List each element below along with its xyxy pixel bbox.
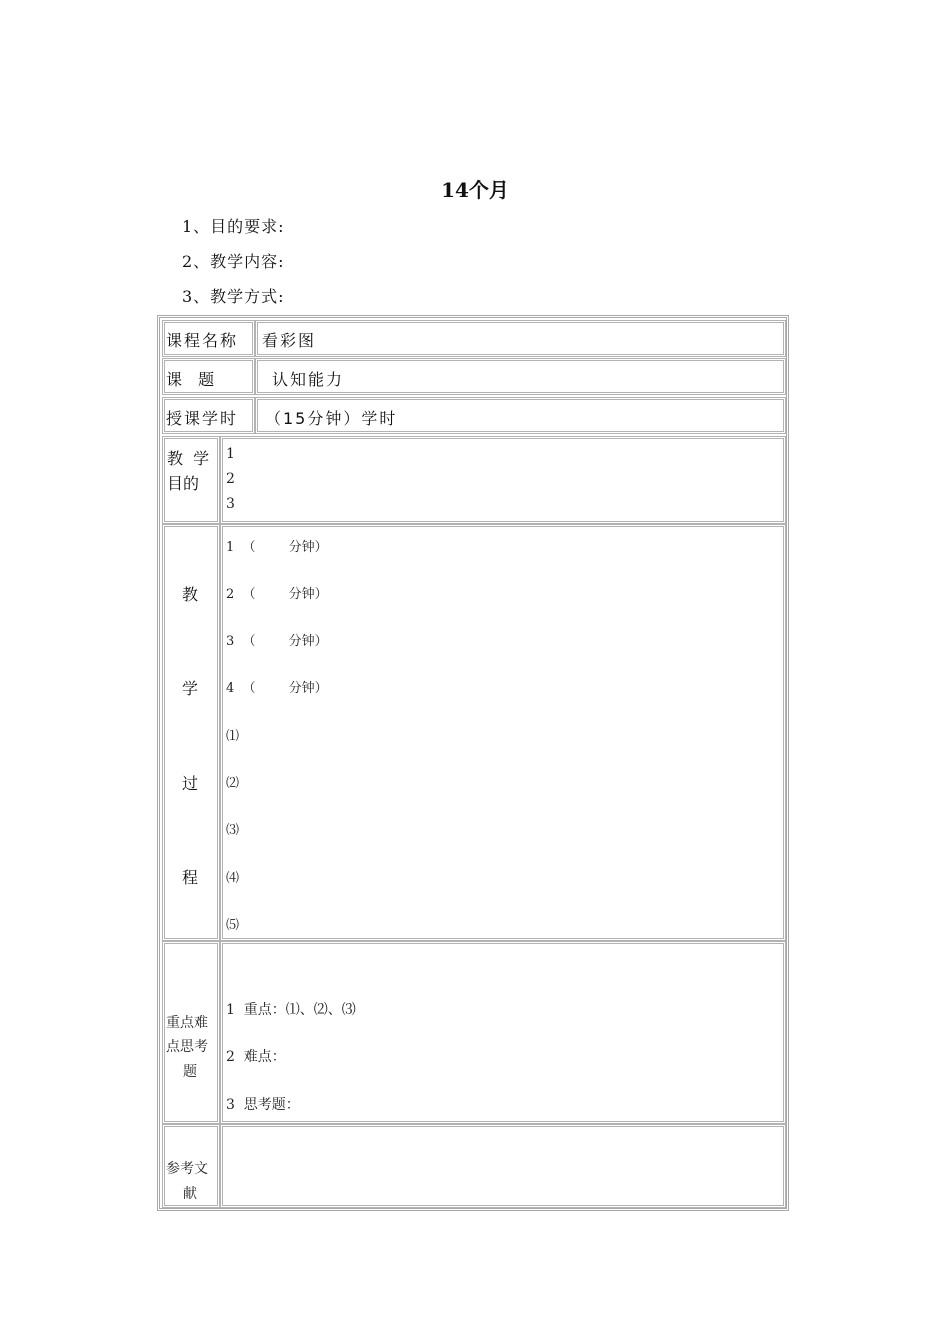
reference-label-line2: 献 [183, 1186, 197, 1202]
page-title: 14个月 [441, 178, 509, 202]
course-name-value-cell [255, 320, 786, 357]
key-item-2: 2 难点： [226, 1049, 286, 1065]
course-name-value: 看彩图 [262, 331, 317, 350]
section-teaching-method: 3、教学方式: [182, 287, 285, 306]
section-teaching-content: 2、教学内容: [182, 252, 285, 271]
process-label-char-4: 程 [182, 868, 199, 887]
section-objective-requirements: 1、目的要求: [182, 217, 285, 236]
hours-value: （15分钟）学时 [265, 409, 398, 428]
process-step-4: 4 （ 分钟） [226, 681, 328, 696]
process-substep-4: ⑷ [226, 871, 240, 886]
key-label-line1: 重点难 [166, 1015, 208, 1031]
topic-value: 认知能力 [272, 370, 345, 389]
reference-value-cell [220, 1124, 786, 1208]
process-substep-5: ⑸ [226, 918, 240, 933]
objective-item-2: 2 [226, 471, 235, 487]
key-item-1: 1 重点：⑴、⑵、⑶ [226, 1002, 356, 1018]
process-label-char-2: 学 [182, 679, 199, 698]
hours-label: 授课学时 [166, 409, 239, 428]
process-substep-1: ⑴ [226, 729, 240, 744]
reference-label-line1: 参考文 [166, 1161, 208, 1177]
process-substep-2: ⑵ [226, 776, 240, 791]
topic-label: 课 题 [166, 370, 217, 389]
process-label-char-3: 过 [182, 774, 199, 793]
key-label-cell [162, 941, 220, 1124]
objective-label-line2: 目的 [167, 474, 200, 493]
key-label-line3: 题 [183, 1064, 197, 1080]
key-item-3: 3 思考题： [226, 1097, 300, 1113]
objective-value-cell [220, 436, 786, 524]
process-step-2: 2 （ 分钟） [226, 587, 328, 602]
process-label-char-1: 教 [182, 585, 199, 604]
process-step-1: 1 （ 分钟） [226, 540, 328, 555]
course-name-label: 课程名称 [166, 331, 239, 350]
objective-label-line1: 教 学 [167, 449, 210, 468]
process-substep-3: ⑶ [226, 823, 240, 838]
key-label-line2: 点思考 [166, 1039, 208, 1055]
key-value-cell [220, 941, 786, 1124]
objective-item-3: 3 [226, 496, 235, 512]
objective-item-1: 1 [226, 446, 235, 462]
process-step-3: 3 （ 分钟） [226, 634, 328, 649]
